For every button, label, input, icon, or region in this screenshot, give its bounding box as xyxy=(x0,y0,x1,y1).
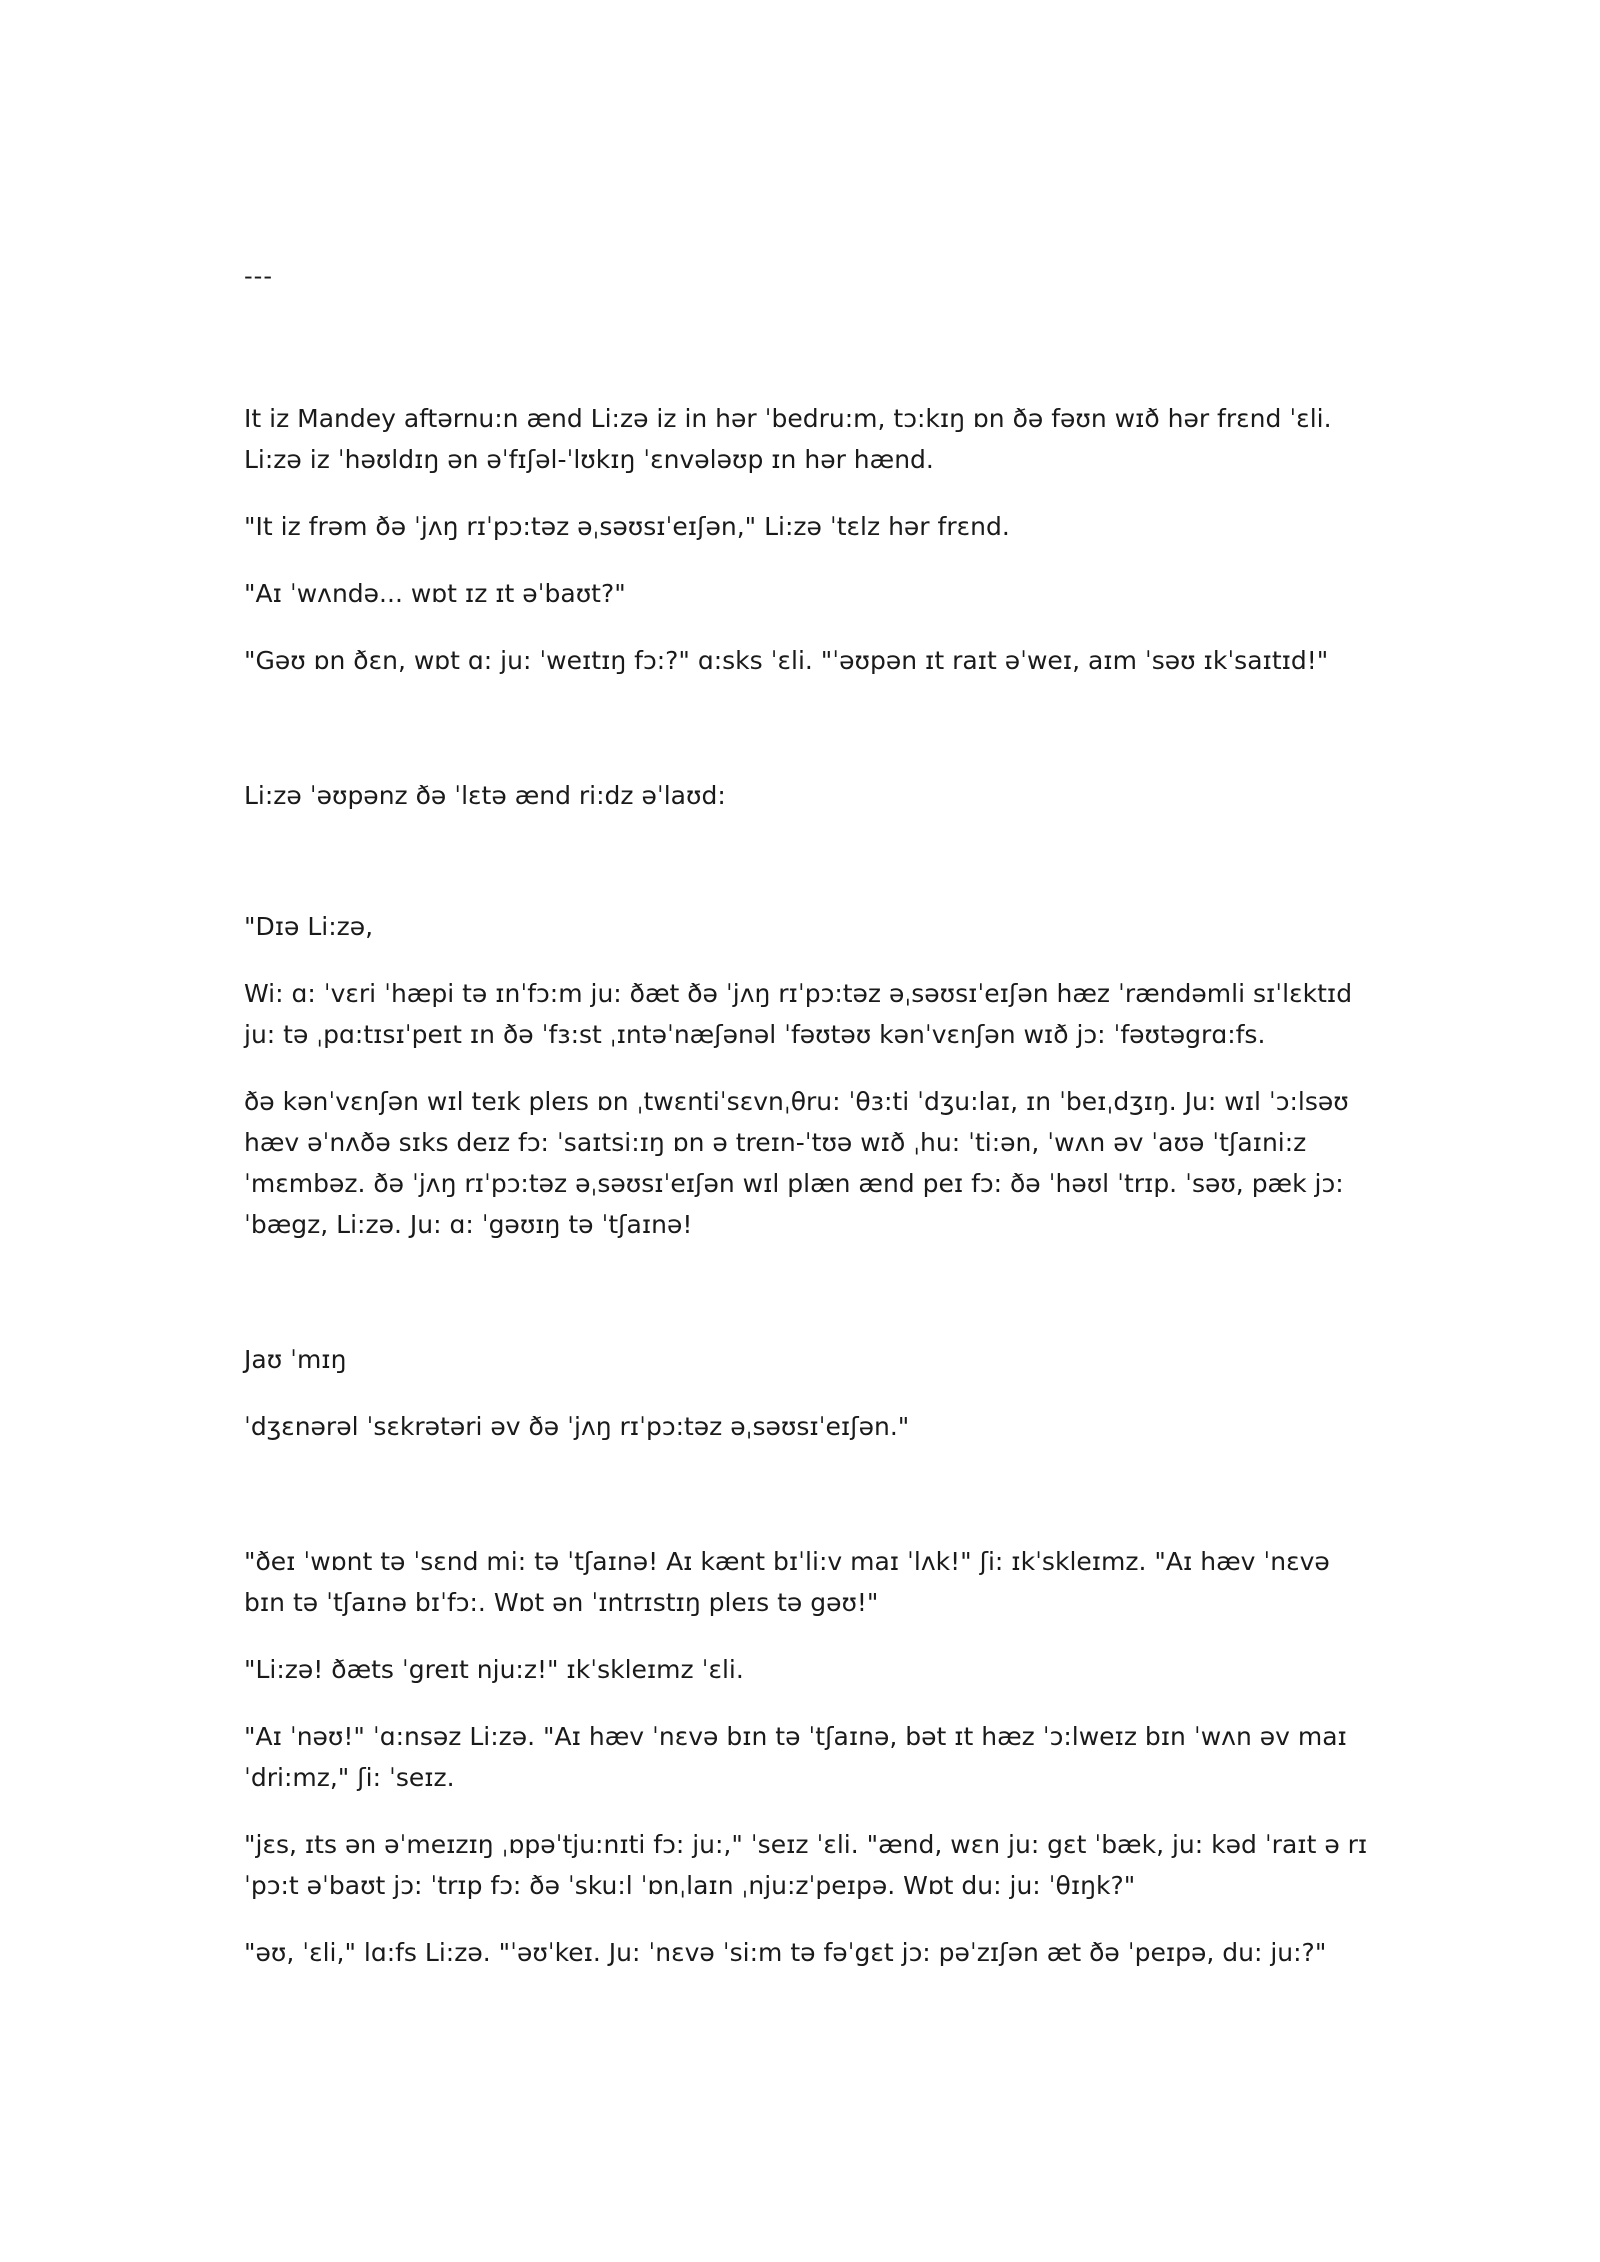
paragraph-dialogue: "Li:zə! ðæts ˈgreɪt nju:z!" ɪkˈskleɪmz ˈɛli. xyxy=(244,1655,744,1684)
letter-signature-title: ˈdʒɛnərəl ˈsɛkrətəri əv ðə ˈjʌŋ rɪˈpɔ:təz əˌsəʊsɪˈeɪʃən." xyxy=(244,1412,910,1441)
letter-paragraph: Wi: ɑ: ˈvɛri ˈhæpi tə ɪnˈfɔ:m ju: ðæt ðə ˈjʌŋ rɪˈpɔ:təz əˌsəʊsɪˈeɪʃən hæz ˈrændəmli sɪˈlɛktɪd ju: tə ˌpɑ:tɪsɪˈpeɪt ɪn ðə ˈfɜ:st ˌɪntəˈnæʃənəl ˈfəʊtəʊ kənˈvɛnʃən wɪð jɔ: ˈfəʊtəgrɑ:fs. xyxy=(244,979,1353,1049)
section-separator: --- xyxy=(244,262,273,290)
letter-salutation: "Dɪə Li:zə, xyxy=(244,912,374,941)
paragraph-dialogue: "əʊ, ˈɛli," lɑ:fs Li:zə. "ˈəʊˈkeɪ. Ju: ˈnɛvə ˈsi:m tə fəˈgɛt jɔ: pəˈzɪʃən æt ðə ˈpeɪpə, du: ju:?" xyxy=(244,1938,1327,1967)
paragraph-dialogue: "Aɪ ˈnəʊ!" ˈɑ:nsəz Li:zə. "Aɪ hæv ˈnɛvə bɪn tə ˈtʃaɪnə, bət ɪt hæz ˈɔ:lweɪz bɪn ˈwʌn əv maɪ ˈdri:mz," ʃi: ˈseɪz. xyxy=(244,1722,1347,1792)
paragraph-dialogue: "jɛs, ɪts ən əˈmeɪzɪŋ ˌɒpəˈtju:nɪti fɔ: ju:," ˈseɪz ˈɛli. "ænd, wɛn ju: gɛt ˈbæk, ju: kəd ˈraɪt ə rɪ ˈpɔ:t əˈbaʊt jɔ: ˈtrɪp fɔ: ðə ˈsku:l ˈɒnˌlaɪn ˌnju:zˈpeɪpə. Wɒt du: ju: ˈθɪŋk?" xyxy=(244,1830,1368,1900)
paragraph-narration: Li:zə ˈəʊpənz ðə ˈlɛtə ænd ri:dz əˈlaʊd: xyxy=(244,781,726,810)
story-body xyxy=(244,398,1374,1999)
paragraph-dialogue: "Aɪ ˈwʌndə... wɒt ɪz ɪt əˈbaʊt?" xyxy=(244,579,626,608)
letter-paragraph: ðə kənˈvɛnʃən wɪl teɪk pleɪs ɒn ˌtwɛntiˈsɛvnˌθru: ˈθɜ:ti ˈdʒu:laɪ, ɪn ˈbeɪˌdʒɪŋ. Ju: wɪl ˈɔ:lsəʊ hæv əˈnʌðə sɪks deɪz fɔ: ˈsaɪtsi:ɪŋ ɒn ə treɪn-ˈtʊə wɪð ˌhu: ˈti:ən, ˈwʌn əv ˈaʊə ˈtʃaɪni:z ˈmɛmbəz. ðə ˈjʌŋ rɪˈpɔ:təz əˌsəʊsɪˈeɪʃən wɪl plæn ænd peɪ fɔ: ðə ˈhəʊl ˈtrɪp. ˈsəʊ, pæk jɔ: ˈbægz, Li:zə. Ju: ɑ: ˈgəʊɪŋ tə ˈtʃaɪnə! xyxy=(244,1087,1349,1239)
letter-signature-name: Jaʊ ˈmɪŋ xyxy=(244,1345,347,1374)
paragraph-dialogue: "ðeɪ ˈwɒnt tə ˈsɛnd mi: tə ˈtʃaɪnə! Aɪ kænt bɪˈli:v maɪ ˈlʌk!" ʃi: ɪkˈskleɪmz. "Aɪ hæv ˈnɛvə bɪn tə ˈtʃaɪnə bɪˈfɔ:. Wɒt ən ˈɪntrɪstɪŋ pleɪs tə gəʊ!" xyxy=(244,1547,1330,1617)
paragraph-intro: It iz Mandey aftərnu:n ænd Li:zə iz in hər ˈbedru:m, tɔ:kɪŋ ɒn ðə fəʊn wɪð hər frɛnd ˈɛli. Li:zə iz ˈhəʊldɪŋ ən əˈfɪʃəl-ˈlʊkɪŋ ˈɛnvələʊp ɪn hər hænd. xyxy=(244,404,1332,474)
paragraph-dialogue: "Gəʊ ɒn ðɛn, wɒt ɑ: ju: ˈweɪtɪŋ fɔ:?" ɑ:sks ˈɛli. "ˈəʊpən ɪt raɪt əˈweɪ, aɪm ˈsəʊ ɪkˈsaɪtɪd!" xyxy=(244,646,1329,675)
paragraph-dialogue: "It iz frəm ðə ˈjʌŋ rɪˈpɔ:təz əˌsəʊsɪˈeɪʃən," Li:zə ˈtɛlz hər frɛnd. xyxy=(244,512,1010,541)
